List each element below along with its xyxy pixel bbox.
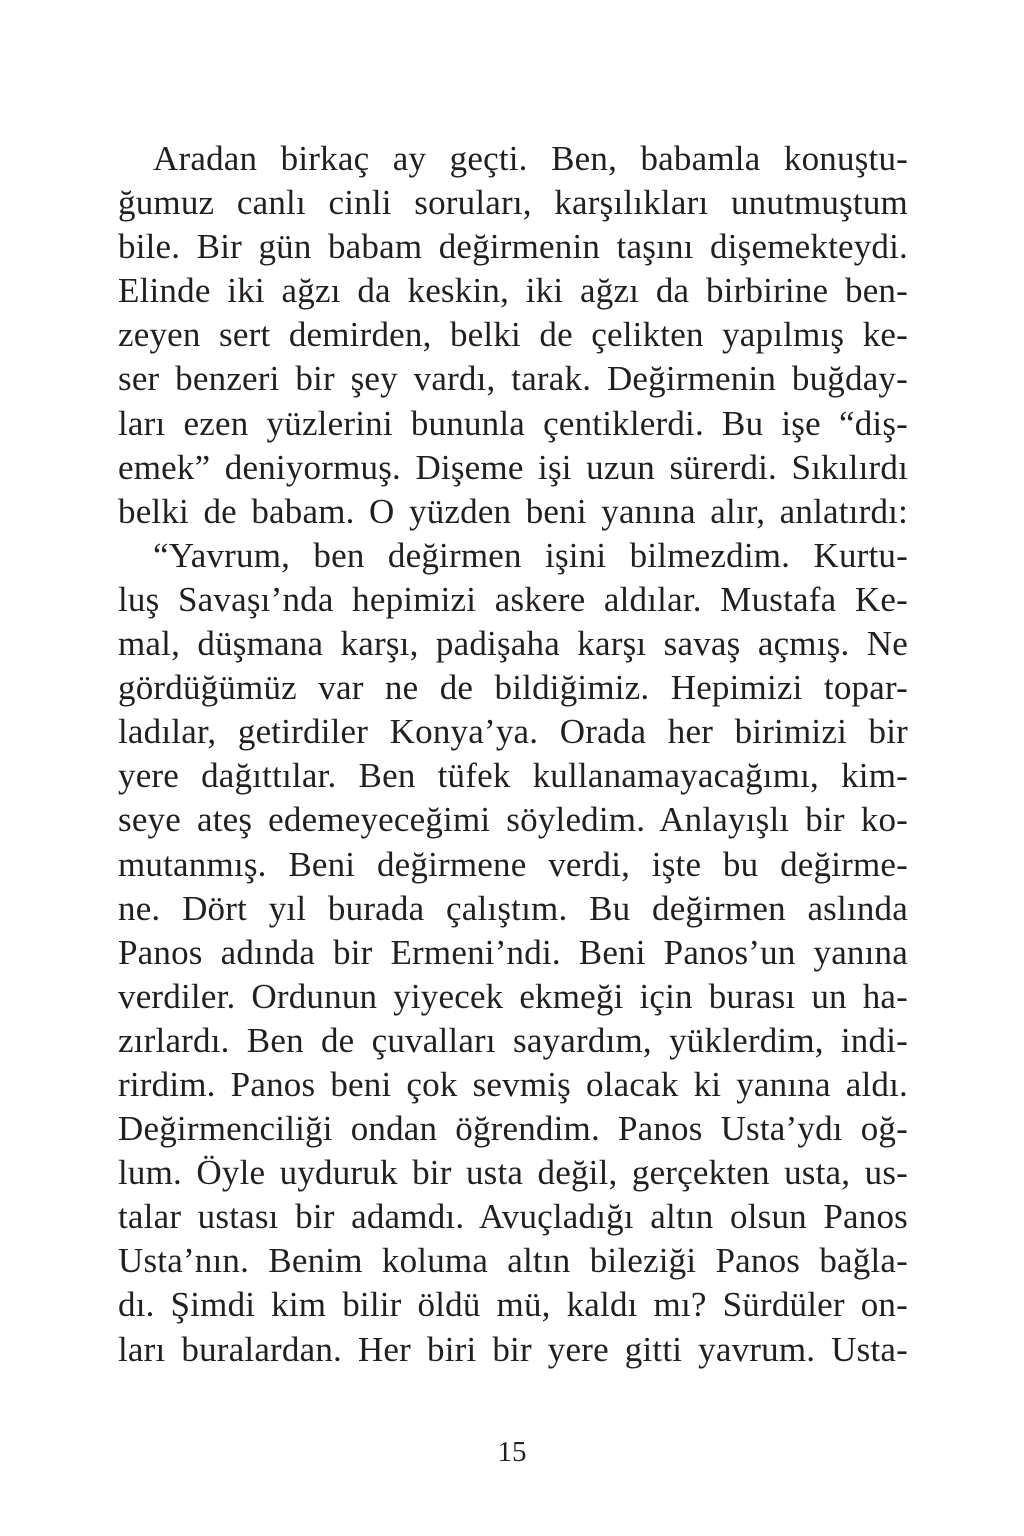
text-line: gördüğümüz var ne de bildiğimiz. Hepimizi topar- [118, 668, 908, 708]
text-line: Usta’nın. Benim koluma altın bileziği Panos bağla- [118, 1241, 908, 1281]
text-line: verdiler. Ordunun yiyecek ekmeği için burası un ha- [118, 976, 908, 1016]
text-line: ları buralardan. Her biri bir yere gitti yavrum. Usta- [118, 1329, 908, 1369]
text-line: ları ezen yüzlerini bununla çentiklerdi. Bu işe “diş- [118, 403, 908, 443]
text-line: ser benzeri bir şey vardı, tarak. Değirmenin buğday- [118, 359, 908, 399]
text-line: luş Savaşı’nda hepimizi askere aldılar. Mustafa Ke- [118, 579, 908, 619]
text-line: belki de babam. O yüzden beni yanına alır, anlatırdı: [118, 491, 908, 531]
text-line: yere dağıttılar. Ben tüfek kullanamayacağımı, kim- [118, 756, 908, 796]
text-line: talar ustası bir adamdı. Avuçladığı altın olsun Panos [118, 1197, 908, 1237]
text-line: zırlardı. Ben de çuvalları sayardım, yüklerdim, indi- [118, 1020, 908, 1060]
text-line: mutanmış. Beni değirmene verdi, işte bu değirme- [118, 844, 908, 884]
text-line: emek” deniyormuş. Dişeme işi uzun sürerdi. Sıkılırdı [118, 447, 908, 487]
text-line: ladılar, getirdiler Konya’ya. Orada her birimizi bir [118, 712, 908, 752]
text-line: dı. Şimdi kim bilir öldü mü, kaldı mı? Sürdüler on- [118, 1285, 908, 1325]
text-line: rirdim. Panos beni çok sevmiş olacak ki yanına aldı. [118, 1064, 908, 1104]
text-line: zeyen sert demirden, belki de çelikten yapılmış ke- [118, 315, 908, 355]
text-line: lum. Öyle uyduruk bir usta değil, gerçekten usta, us- [118, 1153, 908, 1193]
text-line: Aradan birkaç ay geçti. Ben, babamla konuştu- [153, 139, 908, 178]
text-line: ğumuz canlı cinli soruları, karşılıkları unutmuştum [118, 183, 908, 223]
text-line: Elinde iki ağzı da keskin, iki ağzı da birbirine ben- [118, 271, 908, 311]
body-text [118, 137, 908, 1372]
text-line: mal, düşmana karşı, padişaha karşı savaş açmış. Ne [118, 624, 908, 664]
text-line: bile. Bir gün babam değirmenin taşını dişemekteydi. [118, 227, 908, 267]
text-line: ne. Dört yıl burada çalıştım. Bu değirmen aslında [118, 888, 908, 928]
text-line: “Yavrum, ben değirmen işini bilmezdim. Kurtu- [153, 535, 908, 575]
text-line: Değirmenciliği ondan öğrendim. Panos Usta’ydı oğ- [118, 1109, 908, 1149]
text-line: Panos adında bir Ermeni’ndi. Beni Panos’un yanına [118, 932, 908, 972]
page-number: 15 [497, 1436, 527, 1468]
text-line: seye ateş edemeyeceğimi söyledim. Anlayışlı bir ko- [118, 800, 908, 840]
